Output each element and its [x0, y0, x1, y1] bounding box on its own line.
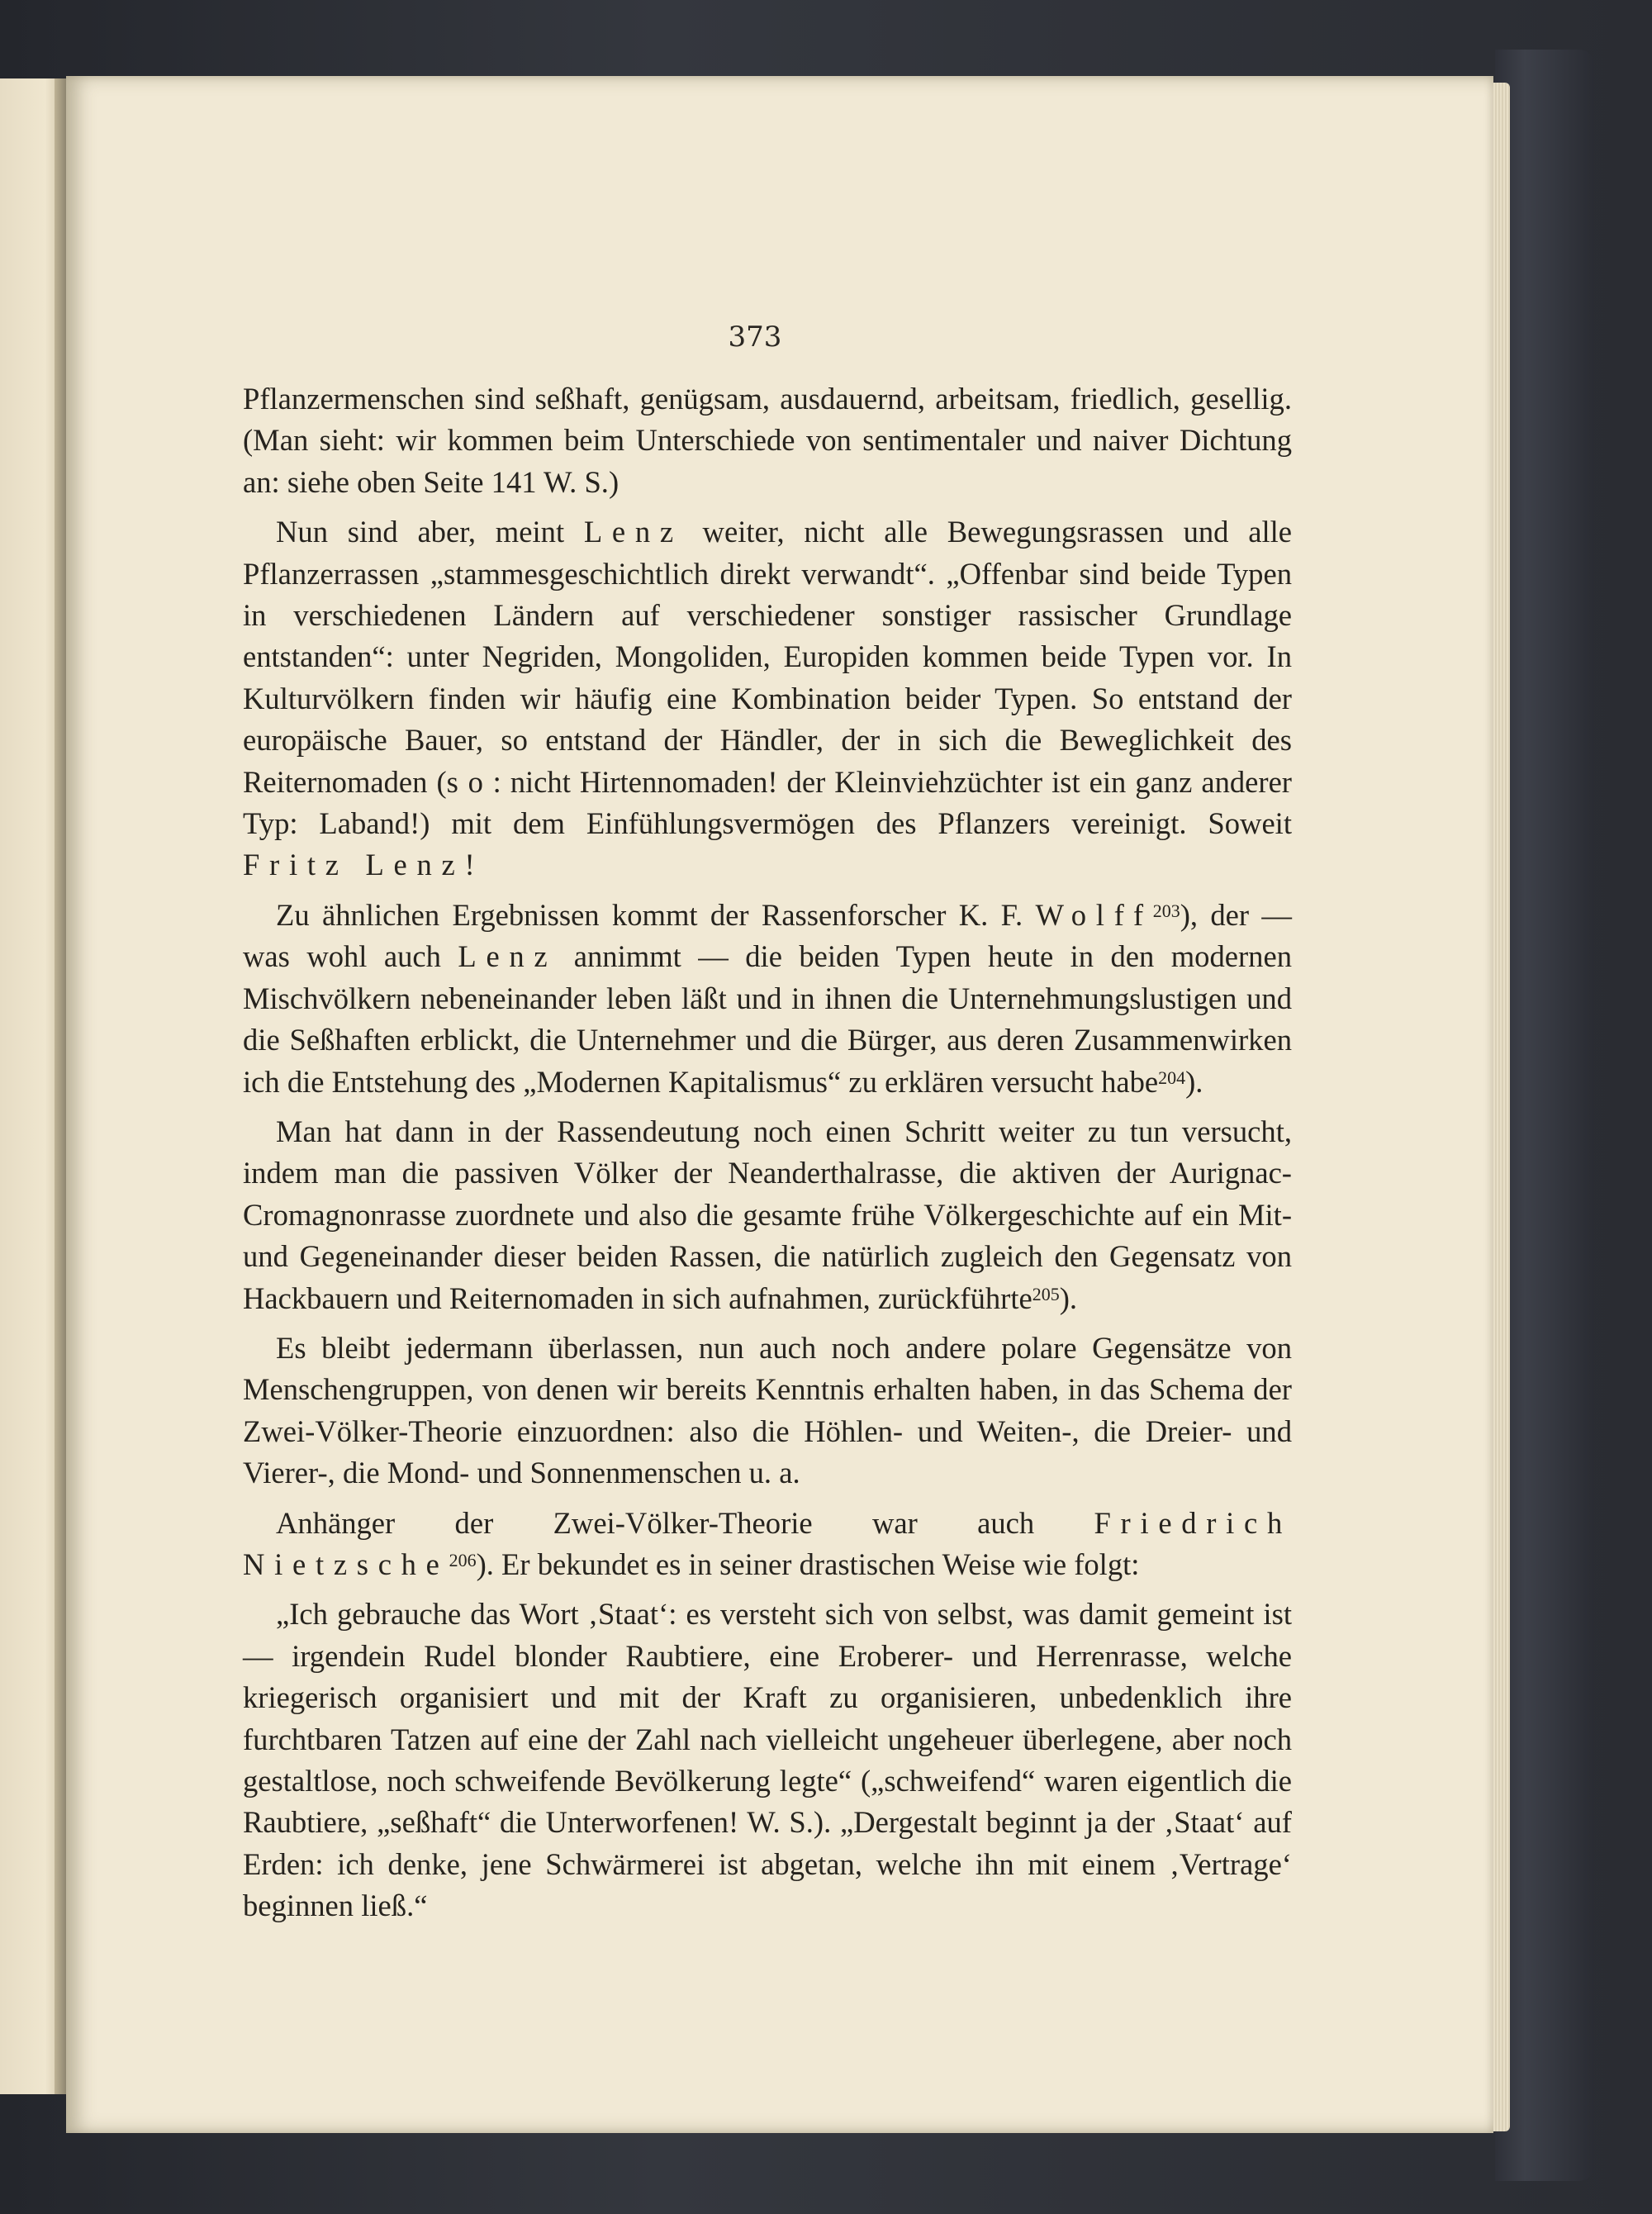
emphasis-so: so: [446, 764, 493, 799]
text-run: Zu ähnlichen Ergebnissen kommt der Rassenforscher K. F.: [276, 897, 1036, 932]
paragraph-2: [243, 511, 1292, 886]
author-name-fritz-lenz: Fritz Lenz!: [243, 848, 485, 882]
paragraph-6: [243, 1503, 1292, 1586]
footnote-ref-203[interactable]: 203: [1152, 900, 1180, 921]
text-run: Man hat dann in der Rassendeutung noch einen Schritt weiter zu tun versucht, indem man die passiven Völker der Neanderthalrasse, die aktiven der Aurignac-Cromagnonrasse zuordnete und also die gesamte frühe Völkergeschichte auf ein Mit- und Gegeneinander dieser beiden Rassen, die natürlich zugleich den Gegensatz von Hackbauern und Reiternomaden in sich aufnahmen, zurückführte: [243, 1114, 1292, 1315]
book-cover-edge: [1495, 50, 1594, 2181]
paragraph-1: Pflanzermenschen sind seßhaft, genügsam, ausdauernd, arbeitsam, friedlich, gesellig. (Man sieht: wir kommen beim Unterschiede von sentimentaler und naiver Dichtung an: siehe oben Seite 141 W. S.): [243, 382, 1292, 499]
text-run: ).: [1185, 1064, 1203, 1099]
book-page: [66, 76, 1493, 2133]
text-run: : nicht Hirtennomaden! der Kleinviehzüchter ist ein ganz anderer Typ: Laband!) mit dem Einfühlungsvermögen des Pflanzers vereinigt. Soweit: [243, 764, 1292, 841]
text-run: ). Er bekundet es in seiner drastischen Weise wie folgt:: [476, 1546, 1140, 1581]
text-run: annimmt — die beiden Typen heute in den modernen Mischvölkern nebeneinander leben läßt und in ihnen die Unternehmungslustigen und die Seßhaften erblickt, die Unternehmer und die Bürger, aus deren Zusammenwirken ich die Entstehung des „Modernen Kapitalismus“ zu erklären versucht habe: [243, 939, 1292, 1099]
author-name-lenz: Lenz: [583, 515, 683, 549]
book-gutter: [55, 78, 66, 2094]
text-run: ).: [1059, 1280, 1078, 1315]
text-run: ), der — was wohl auch: [243, 897, 1292, 974]
author-name-wolff: Wolff: [1035, 897, 1153, 932]
text-run: Nun sind aber, meint: [276, 515, 584, 549]
text-run: weiter, nicht alle Bewegungsrassen und alle Pflanzerrassen „stammesgeschichtlich direkt verwandt“. „Offenbar sind beide Typen in verschiedenen Ländern auf verschiedener sonstiger rassischer Grundlage entstanden“: unter Negriden, Mongoliden, Europiden kommen beide Typen vor. In Kulturvölkern finden wir häufig eine Kombination beider Typen. So entstand der europäische Bauer, so entstand der Händler, der in sich die Beweglichkeit des Reiternomaden (: [243, 515, 1293, 799]
paragraph-3: [243, 895, 1292, 1103]
page-number: 373: [728, 321, 782, 354]
footnote-ref-206[interactable]: 206: [449, 1550, 477, 1571]
footnote-ref-205[interactable]: 205: [1032, 1283, 1060, 1304]
paragraph-5: Es bleibt jedermann überlassen, nun auch noch andere polare Gegensätze von Menschengruppen, von denen wir bereits Kenntnis erhalten haben, in das Schema der Zwei-Völker-Theorie einzuordnen: also die Höhlen- und Weiten-, die Dreier- und Vierer-, die Mond- und Sonnenmenschen u. a.: [243, 1330, 1292, 1490]
author-name-lenz-2: Lenz: [458, 939, 558, 974]
paragraph-4: [243, 1111, 1292, 1319]
body-text: [243, 378, 1292, 1936]
footnote-ref-204[interactable]: 204: [1158, 1067, 1186, 1088]
text-run: Anhänger der Zwei-Völker-Theorie war auch: [276, 1505, 1094, 1540]
author-name-nietzsche: Friedrich Nietzsche: [243, 1505, 1292, 1581]
paragraph-7-quote: „Ich gebrauche das Wort ‚Staat‘: es versteht sich von selbst, was damit gemeint ist — irgendein Rudel blonder Raubtiere, eine Eroberer- und Herrenrasse, welche kriegerisch organisiert und mit der Kraft zu organisieren, unbedenklich ihre furchtbaren Tatzen auf eine der Zahl nach vielleicht ungeheuer überlegene, aber noch gestaltlose, noch schweifende Bevölkerung legte“ („schweifend“ waren eigentlich die Raubtiere, „seßhaft“ die Unterworfenen! W. S.). „Dergestalt beginnt ja der ‚Staat‘ auf Erden: ich denke, jene Schwärmerei ist abgetan, welche ihn mit einem ‚Vertrage‘ beginnen ließ.“: [243, 1597, 1292, 1923]
